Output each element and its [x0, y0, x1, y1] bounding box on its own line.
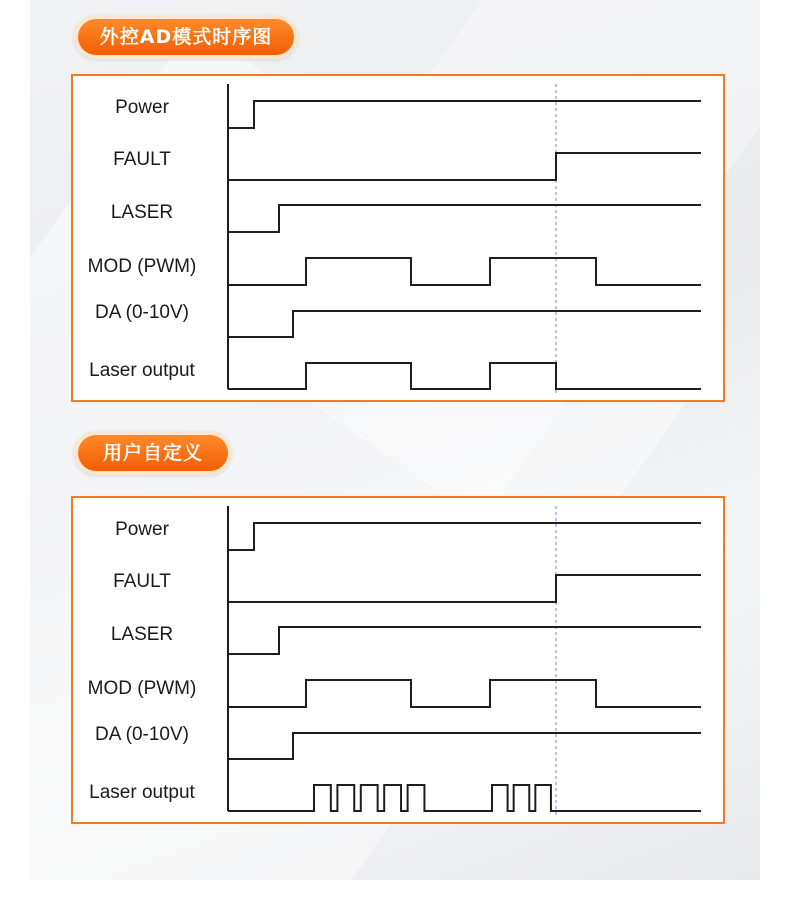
signal-label-fault: FAULT	[113, 149, 171, 170]
signal-label-fault: FAULT	[113, 571, 171, 592]
waveform-power	[228, 101, 701, 128]
waveform-power	[228, 523, 701, 550]
signal-label-laser-output: Laser output	[89, 360, 195, 381]
signal-label-laser-output: Laser output	[89, 782, 195, 803]
section-badge-text: 外控AD模式时序图	[78, 19, 294, 55]
timing-diagram-ad-mode	[71, 74, 725, 402]
waveform-laser-output	[228, 785, 701, 811]
signal-label-da: DA (0-10V)	[95, 724, 189, 745]
waveform-canvas	[73, 76, 723, 400]
signal-label-laser: LASER	[110, 202, 174, 223]
signal-label-power: Power	[115, 97, 169, 118]
waveform-mod-pwm	[228, 680, 701, 707]
waveform-canvas	[73, 498, 723, 822]
waveform-da	[228, 733, 701, 759]
waveform-da	[228, 311, 701, 337]
waveform-mod-pwm	[228, 258, 701, 285]
signal-label-da: DA (0-10V)	[95, 302, 189, 323]
signal-label-laser: LASER	[110, 624, 174, 645]
signal-label-power: Power	[115, 519, 169, 540]
signal-label-mod-pwm: MOD (PWM)	[87, 678, 197, 699]
section-badge-custom	[74, 431, 232, 475]
waveform-laser	[228, 627, 701, 654]
section-badge-ad-timing	[74, 15, 298, 59]
waveform-laser-output	[228, 363, 701, 389]
waveform-fault	[228, 575, 701, 602]
waveform-laser	[228, 205, 701, 232]
waveform-fault	[228, 153, 701, 180]
timing-diagram-custom	[71, 496, 725, 824]
section-badge-text: 用户自定义	[78, 435, 228, 471]
signal-label-mod-pwm: MOD (PWM)	[87, 256, 197, 277]
